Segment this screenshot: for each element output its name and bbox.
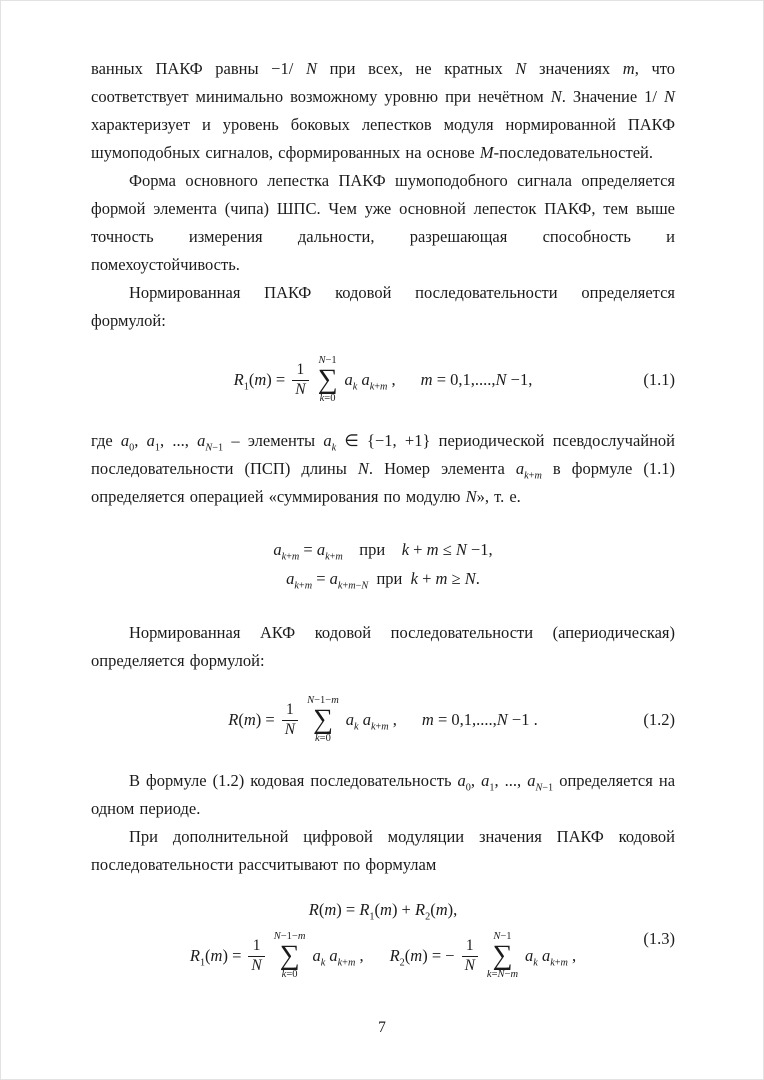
summation [318, 355, 338, 404]
fraction-denominator: N [248, 956, 264, 976]
sum-upper-limit: N−1 [318, 355, 337, 367]
condition-line-1: $a_{k+m} = a_{k+m}$ при k + m ≤ N −1, [273, 540, 493, 563]
page-footer [1, 1019, 763, 1079]
fraction-numerator: 1 [286, 700, 294, 718]
eq-1-3-R2-lhs: $R_2(m)$ = − [389, 946, 455, 969]
sum-upper-limit: N−1−m [307, 695, 339, 707]
eq-1-1-lhs: $R_1(m)$ = [233, 370, 286, 393]
sigma-icon: ∑ [492, 940, 513, 972]
paragraph-pacf-level: ванных ПАКФ равны −1/ N при всех, не кратных N значениях m, что соответствует минимально возможному уровню при нечётном N. Значение 1/ N характеризует и уровень боковых лепестков модуля нормированной ПАКФ шумоподобных сигналов, сформированных на основе М-последовательностей. [91, 59, 675, 162]
eq-1-1-body: $a_k$ $a_{k+m}$ , [344, 370, 396, 393]
equation-1-2-math [228, 695, 537, 744]
sigma-icon: ∑ [279, 940, 300, 972]
equation-1-3-sum-line: $R(m) = R_1(m) + R_2(m)$, [308, 900, 458, 923]
equation-number-1-1: (1.1) [643, 370, 675, 389]
sum-lower-limit: k=N−m [486, 968, 519, 980]
fraction-1-over-N [282, 701, 298, 739]
fraction-denominator: N [282, 720, 298, 740]
eq-1-3-R1-lhs: $R_1(m)$ = [189, 946, 242, 969]
paragraph-elements-definition: где $a_0$, $a_1$, ..., $a_{N-1}$ – элементы $a_k$ ∈ {−1, +1} периодической псевдослучайной последовательности (ПСП) длины N. Номер элемента $a_{k+m}$ в формуле (1.1) определяется операцией «суммирования по модулю N», т. е. [91, 431, 676, 506]
sigma-icon: ∑ [312, 704, 333, 736]
equation-1-3-R2 [390, 931, 577, 980]
sum-lower-limit: k=0 [319, 392, 336, 404]
eq-1-2-lhs: R(m) = [228, 710, 275, 729]
equation-1-3-R1 [190, 931, 364, 980]
eq-1-3-R2-body: $a_k$ $a_{k+m}$ , [525, 946, 577, 969]
summation [274, 931, 306, 980]
equation-number-1-2: (1.2) [643, 710, 675, 729]
fraction-numerator: 1 [296, 360, 305, 378]
paragraph-main-lobe: Форма основного лепестка ПАКФ шумоподобного сигнала определяется формой элемента (чипа) ШПС. Чем уже основной лепесток ПАКФ, тем выше точность измерения дальности, разрешающая способность и помехоустойчивость. [91, 171, 675, 274]
fraction-1-over-N [292, 361, 308, 399]
equation-number-1-3: (1.3) [643, 929, 675, 948]
summation [307, 695, 339, 744]
fraction-numerator: 1 [465, 936, 474, 954]
equation-1-1-math [234, 355, 533, 404]
sum-lower-limit: k=0 [281, 968, 298, 980]
sum-upper-limit: N−1 [493, 931, 512, 943]
fraction-1-over-N [462, 937, 478, 975]
modulo-conditions [91, 535, 675, 593]
paragraph-pacf-intro: Нормированная ПАКФ кодовой последовательности определяется формулой: [91, 283, 675, 330]
sum-lower-limit: k=0 [315, 732, 331, 744]
sum-upper-limit: N−1−m [273, 931, 306, 943]
equation-1-3-detail-line [91, 929, 675, 983]
fraction-denominator: N [292, 380, 308, 400]
fraction-denominator: N [462, 956, 478, 976]
paragraph-one-period: В формуле (1.2) кодовая последовательность $a_0$, $a_1$, ..., $a_{N-1}$ определяется на одном периоде. [91, 771, 676, 818]
sigma-icon: ∑ [317, 364, 338, 396]
paragraph-akf-intro: Нормированная АКФ кодовой последовательности (апериодическая) определяется формулой: [91, 623, 675, 670]
equation-1-1 [91, 353, 675, 407]
eq-1-2-body: $a_k$ $a_{k+m}$ , [345, 710, 397, 733]
eq-1-2-range: m = 0,1,....,N −1 . [421, 710, 538, 729]
eq-1-3-R1-body: $a_k$ $a_{k+m}$ , [312, 946, 364, 969]
page-content [1, 1, 763, 983]
equation-1-3 [91, 895, 675, 983]
equation-1-2 [91, 693, 675, 747]
paragraph-digital-modulation: При дополнительной цифровой модуляции значения ПАКФ кодовой последовательности рассчитывают по формулам [91, 827, 675, 874]
summation [487, 931, 518, 980]
condition-line-2: $a_{k+m} = a_{k+m-N}$ при k + m ≥ N. [286, 569, 480, 592]
page-number: 7 [378, 1019, 386, 1036]
eq-1-1-range: m = 0,1,....,N −1, [420, 370, 533, 389]
fraction-numerator: 1 [252, 936, 261, 954]
fraction-1-over-N [248, 937, 264, 975]
